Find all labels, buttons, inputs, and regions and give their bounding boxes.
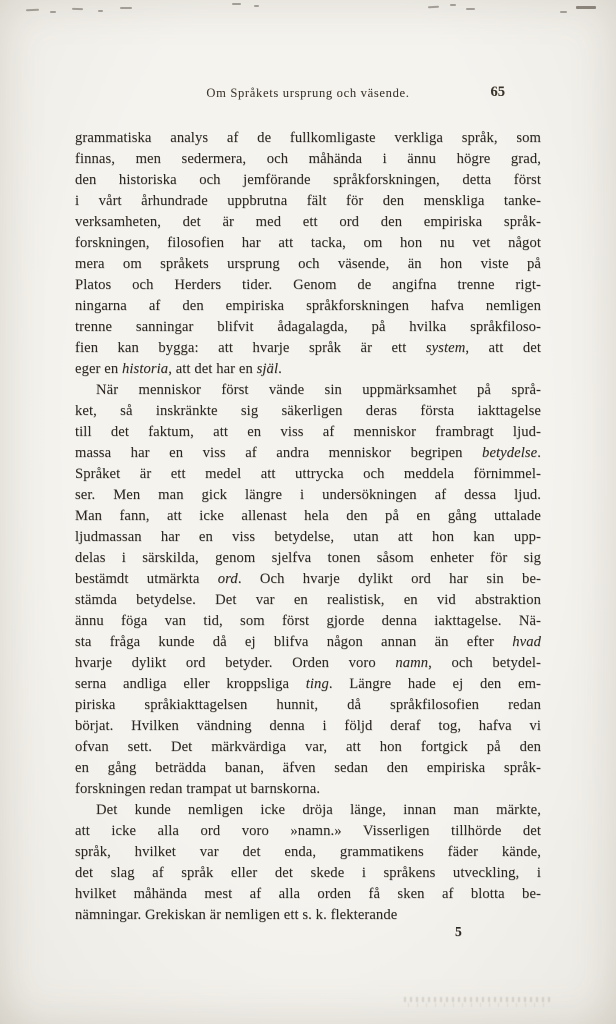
text-line: verksamheten, det är med ett ord den empiriska språk- [75, 214, 541, 230]
running-title: Om Språkets ursprung och väsende. [206, 86, 410, 100]
text-line: finnas, men sedermera, och måhända i ännu högre grad, [75, 151, 541, 167]
text-line: Det kunde nemligen icke dröja länge, innan man märkte, [96, 802, 541, 818]
paragraph [75, 800, 541, 926]
scan-artifact [576, 6, 596, 9]
text-line: grammatiska analys af de fullkomligaste verkliga språk, som [75, 130, 541, 146]
signature-mark: 5 [455, 924, 462, 939]
text-line: att icke alla ord voro »namn.» Visserligen tillhörde det [75, 823, 541, 839]
text-line: eger en historia, att det har en själ. [75, 361, 282, 377]
text-line: språk, hvilket var det enda, grammatikens fäder kände, [75, 844, 541, 860]
text-line: Språket är ett medel att uttrycka och meddela förnimmel- [75, 466, 541, 482]
scan-artifact [72, 8, 83, 10]
text-line: forskningen redan trampat ut barnskorna. [75, 781, 321, 797]
text-line: fien kan bygga: att hvarje språk är ett system, att det [75, 340, 541, 356]
text-line: trenne sanningar blifvit ådagalagda, på hvilka språkfiloso- [75, 319, 541, 335]
text-line: ket, så inskränkte sig säkerligen deras första iakttagelse [75, 403, 541, 419]
running-header [75, 86, 541, 101]
text-line: piriska språkiakttagelsen hunnit, då språkfilosofien redan [75, 697, 541, 713]
text-line: till det faktum, att en viss af menniskor frambragt ljud- [75, 424, 541, 440]
scan-artifact [466, 8, 475, 10]
page-number: 65 [490, 84, 505, 100]
scan-artifact [26, 9, 39, 11]
text-line: Man fann, att icke allenast hela den på en gång uttalade [75, 508, 541, 524]
text-line: massa har en viss af andra menniskor begripen betydelse. [75, 445, 541, 461]
text-line: ännu föga van tid, som först gjorde denna iakttagelse. Nä- [75, 613, 541, 629]
paragraph [75, 128, 541, 380]
text-line: ljudmassan har en viss betydelse, utan att hon kan upp- [75, 529, 541, 545]
text-line: mera om språkets ursprung och väsende, än hon viste på [75, 256, 541, 272]
text-line: hvarje dylikt ord betyder. Orden voro namn, och betydel- [75, 655, 541, 671]
scan-artifact [232, 3, 241, 5]
text-line: sta fråga kunde då ej blifva någon annan än efter hvad [75, 634, 541, 650]
text-line: ser. Men man gick längre i undersökningen af dessa ljud. [75, 487, 541, 503]
scan-artifact [428, 6, 439, 9]
text-line: hvilket måhända mest af alla orden få sken af blotta be- [75, 886, 541, 902]
text-line: ningarna af den empiriska språkforskningen hafva nemligen [75, 298, 541, 314]
scan-artifact [98, 10, 103, 12]
text-line: stämda betydelse. Det var en realistisk, en vid abstraktion [75, 592, 541, 608]
text-line: den historiska och jemförande språkforskningen, detta först [75, 172, 541, 188]
scan-watermark [404, 994, 550, 1008]
text-line: bestämdt utmärkta ord. Och hvarje dylikt ord har sin be- [75, 571, 541, 587]
scan-artifact [560, 11, 567, 13]
text-line: det slag af språk eller det skede i språkens utveckling, i [75, 865, 541, 881]
text-line: serna andliga eller kroppsliga ting. Längre hade ej den em- [75, 676, 541, 692]
text-line: forskningen, filosofien har att tacka, om hon nu vet något [75, 235, 541, 251]
text-line: en gång beträdda banan, äfven sedan den empiriska språk- [75, 760, 541, 776]
text-line: i vårt århundrade uppbrutna fält för den menskliga tanke- [75, 193, 541, 209]
body-text [75, 128, 541, 926]
paragraph [75, 380, 541, 800]
text-line: När menniskor först vände sin uppmärksamhet på språ- [96, 382, 541, 398]
text-line: nämningar. Grekiskan är nemligen ett s. k. flekterande [75, 907, 398, 923]
text-line: Platos och Herders tider. Genom de angifna trenne rigt- [75, 277, 541, 293]
text-line: delas i särskilda, genom sjelfva tonen såsom enheter för sig [75, 550, 541, 566]
text-line: ofvan sett. Det märkvärdiga var, att hon fortgick på den [75, 739, 541, 755]
scan-artifact [450, 4, 456, 6]
scan-artifact [50, 11, 56, 13]
scan-artifact [254, 5, 259, 7]
text-line: börjat. Hvilken vändning denna i följd deraf tog, hafva vi [75, 718, 541, 734]
scan-artifact [120, 7, 132, 9]
